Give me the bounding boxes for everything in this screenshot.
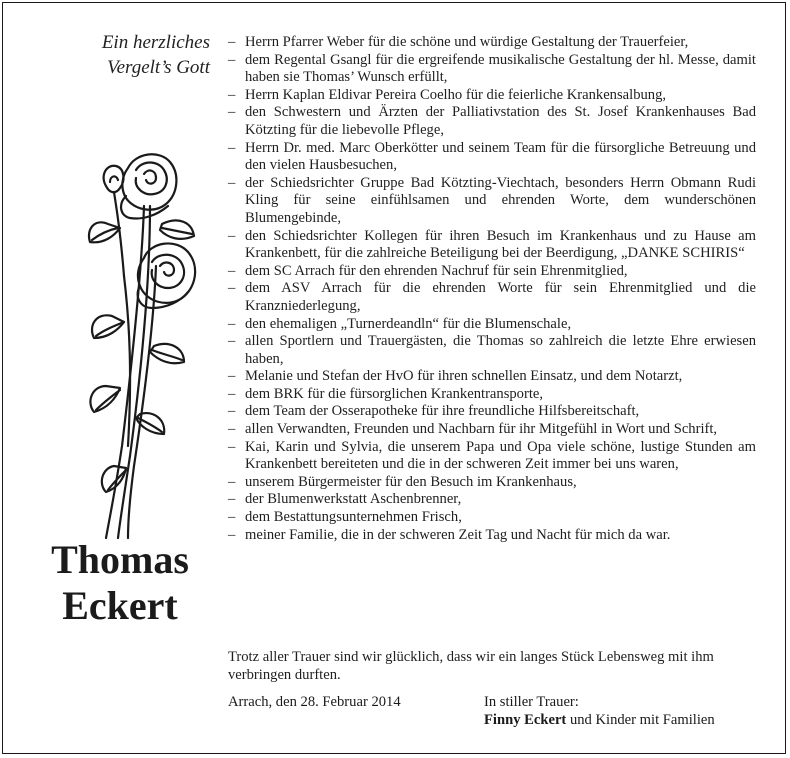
first-name: Thomas — [51, 537, 189, 582]
thanks-item: – der Schiedsrichter Gruppe Bad Kötzting-Viechtach, besonders Herrn Obmann Rudi Kling für seine einfühlsamen und ehrenden Worte, dem wunderschönen Blumengebinde, — [228, 175, 756, 228]
thanks-item: – dem SC Arrach für den ehrenden Nachruf für sein Ehrenmitglied, — [228, 263, 756, 281]
last-name: Eckert — [62, 583, 178, 628]
thanks-item: – dem Bestattungsunternehmen Frisch, — [228, 509, 756, 527]
thanks-item: – allen Verwandten, Freunden und Nachbarn für ihr Mitgefühl in Wort und Schrift, — [228, 421, 756, 439]
rose-bouquet-icon — [84, 146, 204, 542]
thanks-item: – dem ASV Arrach für die ehrenden Worte für sein Ehrenmitglied und die Kranzniederlegung, — [228, 280, 756, 315]
signature-block — [484, 694, 715, 729]
thanks-item: – dem BRK für die fürsorglichen Krankentransporte, — [228, 386, 756, 404]
thanks-item: – unserem Bürgermeister für den Besuch im Krankenhaus, — [228, 474, 756, 492]
thanks-item: – meiner Familie, die in der schweren Zeit Tag und Nacht für mich da war. — [228, 527, 756, 545]
thanks-item: – den Schwestern und Ärzten der Palliativstation des St. Josef Krankenhauses Bad Kötzting für die liebevolle Pflege, — [228, 104, 756, 139]
thanks-item: – dem Regental Gsangl für die ergreifende musikalische Gestaltung der hl. Messe, damit haben sie Thomas’ Wunsch erfüllt, — [228, 52, 756, 87]
heading-line-2: Vergelt’s Gott — [107, 57, 210, 78]
closing-text: Trotz aller Trauer sind wir glücklich, dass wir ein langes Stück Lebensweg mit ihm verbringen durften. — [228, 649, 714, 683]
signature-line — [484, 712, 715, 730]
thanks-item: – Herrn Dr. med. Marc Oberkötter und seinem Team für die fürsorgliche Betreuung und den vielen Hausbesuchen, — [228, 140, 756, 175]
signature-intro: In stiller Trauer: — [484, 694, 579, 710]
signature-name: Finny Eckert — [484, 711, 567, 728]
heading-line-1: Ein herzliches — [101, 32, 210, 53]
signature-rest: und Kinder mit Familien — [566, 711, 715, 728]
thanks-item: – Herrn Pfarrer Weber für die schöne und würdige Gestaltung der Trauerfeier, — [228, 34, 756, 52]
thanks-item: – Melanie und Stefan der HvO für ihren schnellen Einsatz, und dem Notarzt, — [228, 368, 756, 386]
thanks-item: – Herrn Kaplan Eldivar Pereira Coelho für die feierliche Krankensalbung, — [228, 87, 756, 105]
thanks-heading — [40, 30, 210, 80]
thanks-item: – allen Sportlern und Trauergästen, die Thomas so zahlreich die letzte Ehre erwiesen haben, — [228, 333, 756, 368]
thanks-item: – Kai, Karin und Sylvia, die unserem Papa und Opa viele schöne, lustige Stunden am Krankenbett bereiteten und die in der schweren Zeit immer bei uns waren, — [228, 439, 756, 474]
thanks-list-section — [228, 34, 756, 544]
thanks-item: – den ehemaligen „Turnerdeandln“ für die Blumenschale, — [228, 316, 756, 334]
thanks-item: – dem Team der Osserapotheke für ihre freundliche Hilfsbereitschaft, — [228, 403, 756, 421]
thanks-list — [228, 34, 756, 544]
place-date: Arrach, den 28. Februar 2014 — [228, 694, 401, 710]
thanks-item: – der Blumenwerkstatt Aschenbrenner, — [228, 491, 756, 509]
thanks-item: – den Schiedsrichter Kollegen für ihren Besuch im Krankenhaus und zu Hause am Krankenbett, für die zahlreiche Beteiligung bei der Beerdigung, „DANKE SCHIRIS“ — [228, 228, 756, 263]
deceased-name — [30, 537, 210, 629]
